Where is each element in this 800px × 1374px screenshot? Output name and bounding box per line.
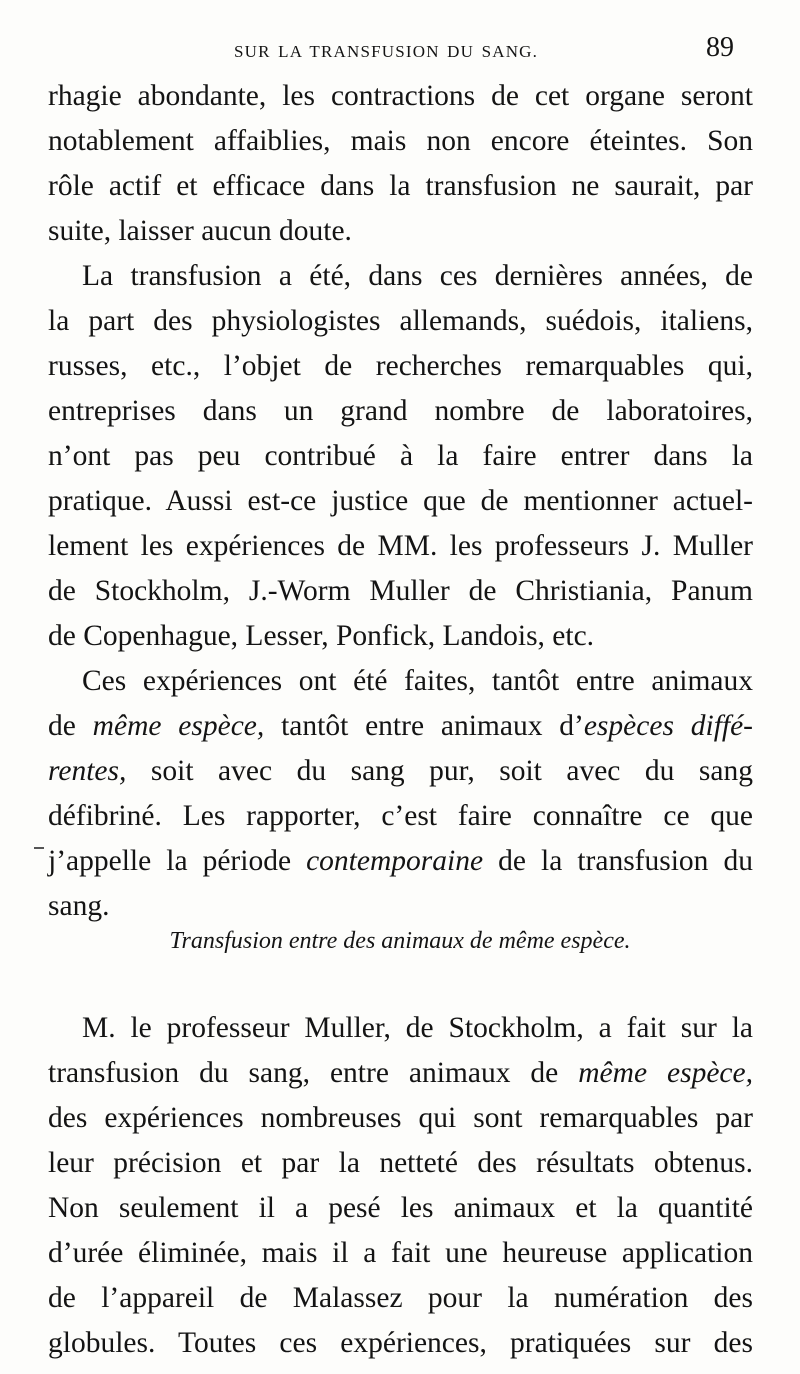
text-line: de Copenhague, Lesser, Ponfick, Landois, etc.: [48, 620, 595, 652]
text-line: La transfusion a été, dans ces dernières années, de: [82, 260, 753, 292]
italic-phrase: rentes,: [48, 755, 127, 787]
text-line: de même espèce, tantôt entre animaux d’espèces diffé-: [48, 710, 754, 742]
text-line: leur précision et par la netteté des résultats obtenus.: [48, 1147, 753, 1179]
text-line: de Stockholm, J.-Worm Muller de Christiania, Panum: [48, 575, 753, 607]
text-line: suite, laisser aucun doute.: [48, 215, 352, 247]
italic-phrase: même espèce,: [92, 710, 265, 742]
text-line: pratique. Aussi est-ce justice que de mentionner actuel-: [48, 485, 753, 517]
italic-phrase: même espèce,: [578, 1057, 753, 1089]
text-line: lement les expériences de MM. les professeurs J. Muller: [48, 530, 753, 562]
text-line: notablement affaiblies, mais non encore éteintes. Son: [48, 125, 753, 157]
running-title: SUR LA TRANSFUSION DU SANG.: [234, 42, 539, 61]
page-header: [0, 32, 800, 72]
page-number: 89: [706, 32, 734, 63]
text-line: russes, etc., l’objet de recherches remarquables qui,: [48, 350, 753, 382]
text-line: j’appelle la période contemporaine de la transfusion du: [48, 845, 753, 877]
text-line: M. le professeur Muller, de Stockholm, a fait sur la: [82, 1012, 753, 1044]
text-line: transfusion du sang, entre animaux de même espèce,: [48, 1057, 753, 1089]
text-line: rhagie abondante, les contractions de cet organe seront: [48, 80, 753, 112]
italic-phrase: espèces diffé-: [583, 710, 754, 742]
text-line: entreprises dans un grand nombre de laboratoires,: [48, 395, 753, 427]
section-heading: Transfusion entre des animaux de même espèce.: [169, 928, 631, 954]
text-line: des expériences nombreuses qui sont remarquables par: [48, 1102, 753, 1134]
text-line: Ces expériences ont été faites, tantôt entre animaux: [82, 665, 753, 697]
text-line: de l’appareil de Malassez pour la numération des: [48, 1282, 753, 1314]
margin-mark: [34, 847, 44, 849]
text-line: sang.: [48, 890, 110, 922]
text-line: n’ont pas peu contribué à la faire entrer dans la: [48, 440, 753, 472]
text-line: Non seulement il a pesé les animaux et la quantité: [48, 1192, 753, 1224]
italic-phrase: contemporaine: [306, 845, 484, 877]
text-line: la part des physiologistes allemands, suédois, italiens,: [48, 305, 753, 337]
text-line: rôle actif et efficace dans la transfusion ne saurait, par: [48, 170, 753, 202]
text-line: globules. Toutes ces expériences, pratiquées sur des: [48, 1327, 753, 1359]
text-line: rentes, soit avec du sang pur, soit avec du sang: [48, 755, 753, 787]
text-line: d’urée éliminée, mais il a fait une heureuse application: [48, 1237, 753, 1269]
text-line: défibriné. Les rapporter, c’est faire connaître ce que: [48, 800, 753, 832]
